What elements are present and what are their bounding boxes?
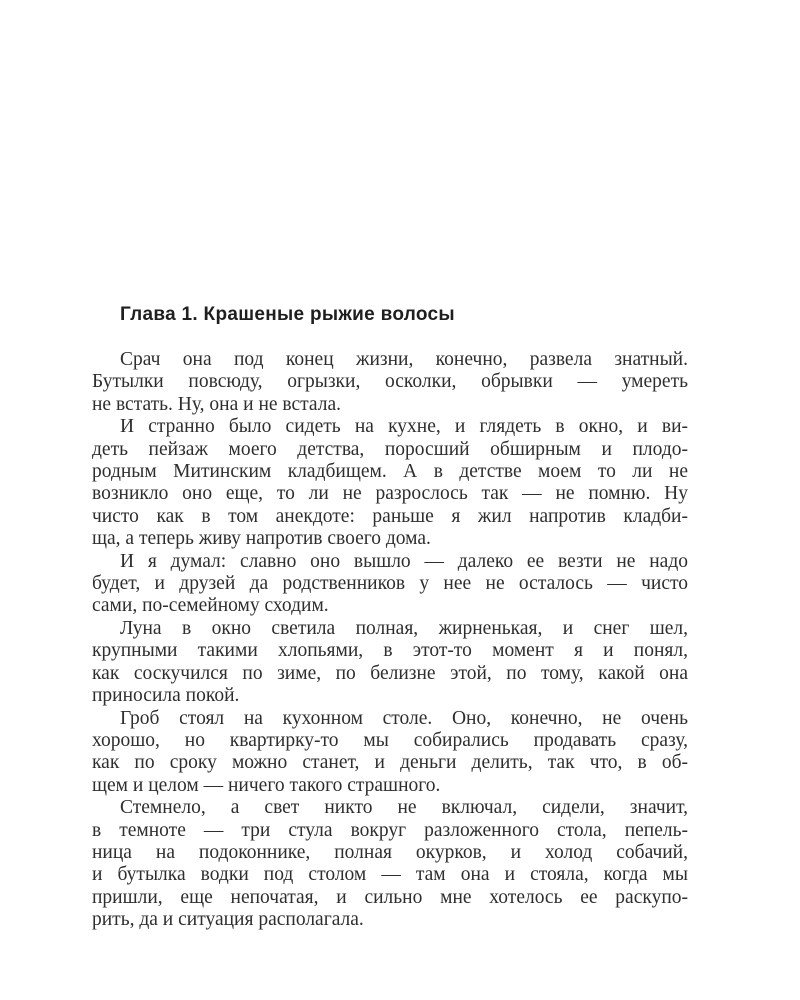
text-line: сами, по-семейному сходим. bbox=[92, 595, 329, 617]
text-line: Срач она под конец жизни, конечно, развела знатный. bbox=[120, 349, 688, 370]
paragraph bbox=[92, 708, 688, 798]
text-line: Луна в окно светила полная, жирненькая, и снег шел, bbox=[120, 617, 688, 639]
text-line: деть пейзаж моего детства, поросший обширным и плодо- bbox=[92, 438, 688, 460]
paragraph bbox=[92, 349, 688, 416]
page-content bbox=[92, 300, 688, 932]
text-line: ща, а теперь живу напротив своего дома. bbox=[92, 528, 431, 550]
body-text bbox=[92, 349, 688, 932]
text-line: не встать. Ну, она и не встала. bbox=[92, 393, 342, 415]
text-line: И я думал: славно оно вышло — далеко ее везти не надо bbox=[120, 550, 688, 572]
text-line: Стемнело, а свет никто не включал, сидели, значит, bbox=[120, 797, 688, 819]
text-line: пришли, еще непочатая, и сильно мне хотелось ее раскупо- bbox=[92, 886, 688, 908]
paragraph bbox=[92, 797, 688, 931]
text-line: и бутылка водки под столом — там она и стояла, когда мы bbox=[92, 864, 688, 886]
text-line: чисто как в том анекдоте: раньше я жил напротив кладби- bbox=[92, 505, 688, 527]
text-line: как по сроку можно станет, и деньги делить, так что, в об- bbox=[92, 752, 688, 774]
text-line: Гроб стоял на кухонном столе. Оно, конечно, не очень bbox=[120, 707, 688, 729]
text-line: Бутылки повсюду, огрызки, осколки, обрывки — умереть bbox=[92, 371, 688, 393]
text-line: И странно было сидеть на кухне, и глядеть в окно, и ви- bbox=[120, 416, 688, 438]
text-line: будет, и друзей да родственников у нее не осталось — чисто bbox=[92, 573, 688, 595]
text-line: рить, да и ситуация располагала. bbox=[92, 909, 364, 931]
text-line: родным Митинским кладбищем. А в детстве моем то ли не bbox=[92, 461, 688, 483]
text-line: как соскучился по зиме, по белизне этой, по тому, какой она bbox=[92, 662, 688, 684]
text-line: крупными такими хлопьями, в этот-то момент я и понял, bbox=[92, 640, 688, 662]
text-line: приносила покой. bbox=[92, 685, 240, 707]
text-line: возникло оно еще, то ли не разрослось так — не помню. Ну bbox=[92, 483, 688, 505]
text-line: в темноте — три стула вокруг разложенного стола, пепель- bbox=[92, 819, 688, 841]
paragraph bbox=[92, 551, 688, 618]
text-line: хорошо, но квартирку-то мы собирались продавать сразу, bbox=[92, 729, 688, 751]
paragraph bbox=[92, 416, 688, 550]
paragraph bbox=[92, 618, 688, 708]
text-line: щем и целом — ничего такого страшного. bbox=[92, 774, 441, 796]
text-line: ница на подоконнике, полная окурков, и холод собачий, bbox=[92, 841, 688, 863]
chapter-heading: Глава 1. Крашеные рыжие волосы bbox=[120, 304, 455, 325]
